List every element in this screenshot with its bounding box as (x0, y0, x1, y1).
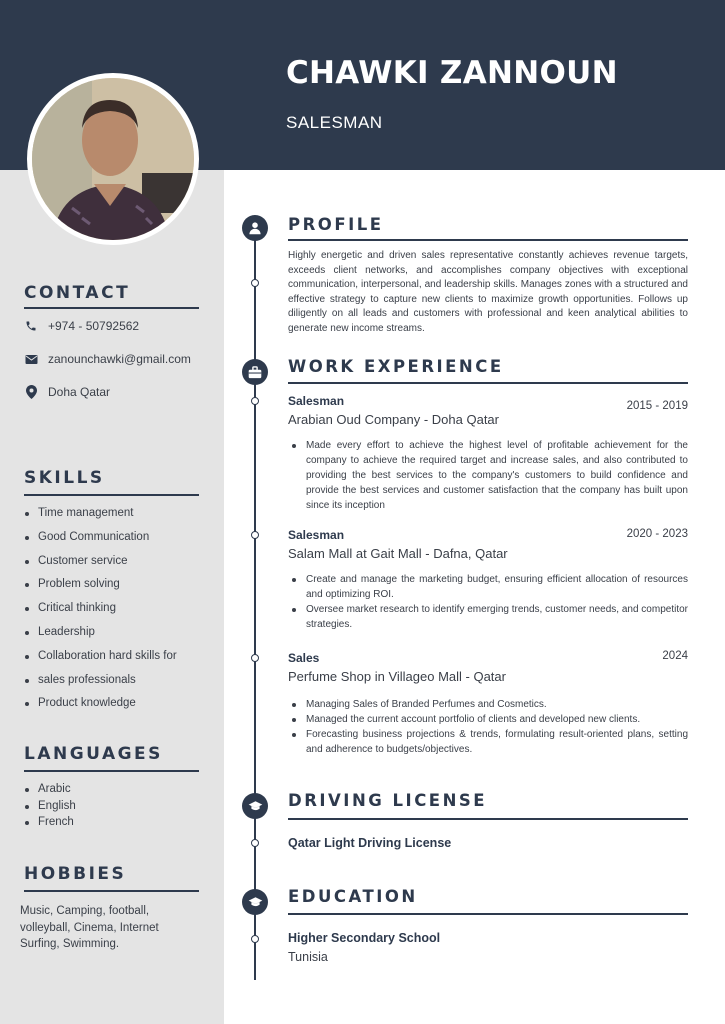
skill-item: Product knowledge (24, 692, 177, 716)
timeline-line (254, 230, 256, 980)
graduation-cap-icon (242, 793, 268, 819)
hobbies-divider (24, 890, 199, 892)
skills-list (24, 502, 177, 716)
contact-phone (24, 317, 139, 335)
job-role: Salesman (288, 528, 345, 542)
profile-photo (27, 73, 199, 245)
job-company: Perfume Shop in Villageo Mall - Qatar (288, 669, 506, 684)
contact-heading: CONTACT (24, 283, 131, 303)
job-company: Arabian Oud Company - Doha Qatar (288, 412, 499, 427)
profile-divider (288, 239, 688, 241)
profile-summary: Highly energetic and driven sales representative constantly achieves revenue targets, exceeds client networks, and accomplishes company objectives with exceptional communication, interpersonal, and leadership skills. Manages zones with a structured and effective strategy to capture new clients to maximize growth opportunities. Follows up diligently on all leads and customers with professional and keen analytical abilities to generate new income streams. (288, 250, 688, 334)
education-divider (288, 913, 688, 915)
timeline-dot (251, 654, 259, 662)
phone-icon (24, 319, 38, 333)
work-experience-divider (288, 382, 688, 384)
graduation-cap-icon (242, 889, 268, 915)
driving-license-heading: DRIVING LICENSE (288, 791, 488, 810)
job-bullets (306, 438, 688, 513)
skills-heading: SKILLS (24, 468, 105, 488)
job-company: Salam Mall at Gait Mall - Dafna, Qatar (288, 546, 508, 561)
timeline-dot (251, 935, 259, 943)
education-heading: EDUCATION (288, 887, 418, 906)
language-item: French (24, 814, 76, 831)
language-item: Arabic (24, 781, 76, 798)
job-dates: 2015 - 2019 (626, 400, 688, 412)
education-location: Tunisia (288, 950, 328, 964)
job-bullet: Made every effort to achieve the highest level of profitable achievement for the company to achieve the required target and increase sales, and also contributed to providing the best services to the company's customers to build confidence and provide the best services and customer satisfaction that the company has built upon since its inception (306, 440, 688, 511)
job-bullet: Oversee market research to identify emerging trends, customer needs, and competitor strategies. (306, 604, 688, 630)
job-bullet: Forecasting business projections & trends, formulating result-oriented plans, setting and adherence to budgets/objectives. (306, 729, 688, 755)
job-role: Salesman (288, 394, 345, 408)
language-item: English (24, 798, 76, 815)
email-address[interactable]: zanounchawki@gmail.com (48, 352, 191, 366)
job-bullet: Managed the current account portfolio of clients and developed new clients. (306, 712, 688, 727)
job-dates: 2024 (662, 650, 688, 662)
timeline-dot (251, 279, 259, 287)
location-text: Doha Qatar (48, 385, 111, 399)
languages-list (24, 781, 76, 831)
skill-item: sales professionals (24, 669, 177, 693)
phone-number[interactable]: +974 - 50792562 (48, 319, 140, 333)
driving-license-divider (288, 818, 688, 820)
skill-item: Leadership (24, 621, 177, 645)
hobbies-heading: HOBBIES (24, 864, 127, 884)
timeline-dot (251, 531, 259, 539)
education-school: Higher Secondary School (288, 931, 441, 945)
contact-email (24, 350, 191, 368)
job-title: SALESMAN (286, 113, 383, 132)
contact-divider (24, 307, 199, 309)
skill-item: Customer service (24, 550, 177, 574)
hobbies-text: Music, Camping, football, volleyball, Cinema, Internet Surfing, Swimming. (20, 905, 159, 950)
work-experience-heading: WORK EXPERIENCE (288, 357, 504, 376)
job-bullet: Managing Sales of Branded Perfumes and Cosmetics. (306, 697, 688, 712)
timeline-dot (251, 839, 259, 847)
job-bullets (306, 572, 688, 632)
skill-item: Collaboration hard skills for (24, 645, 177, 669)
envelope-icon (24, 352, 38, 366)
job-dates: 2020 - 2023 (626, 528, 688, 540)
job-role: Sales (288, 651, 320, 665)
skill-item: Good Communication (24, 526, 177, 550)
job-bullet: Create and manage the marketing budget, ensuring efficient allocation of resources and optimizing ROI. (306, 574, 688, 600)
languages-divider (24, 770, 199, 772)
skill-item: Critical thinking (24, 597, 177, 621)
skill-item: Time management (24, 502, 177, 526)
timeline-dot (251, 397, 259, 405)
driving-license-name: Qatar Light Driving License (288, 836, 452, 850)
candidate-name: CHAWKI ZANNOUN (286, 55, 618, 91)
skills-divider (24, 494, 199, 496)
job-bullets (306, 697, 688, 757)
languages-heading: LANGUAGES (24, 744, 163, 764)
map-pin-icon (24, 385, 38, 399)
contact-location (24, 383, 110, 401)
skill-item: Problem solving (24, 573, 177, 597)
briefcase-icon (242, 359, 268, 385)
profile-heading: PROFILE (288, 215, 384, 234)
user-icon (242, 215, 268, 241)
